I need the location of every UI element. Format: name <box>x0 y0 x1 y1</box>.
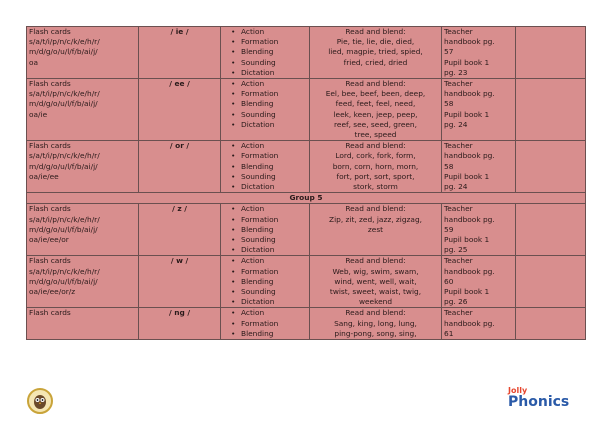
group-heading: Group 5 <box>27 193 586 204</box>
reference-line: Teacher <box>444 79 473 89</box>
reference-line: Teacher <box>444 141 473 151</box>
activities-cell <box>221 27 310 79</box>
read-and-blend-title: Read and blend: <box>345 256 406 266</box>
sound-cell: / ng / <box>139 308 221 340</box>
blend-words-line: lied, magpie, tried, spied, <box>328 47 423 57</box>
blend-words-line: Zip, zit, zed, jazz, zigzag, <box>329 214 422 224</box>
flash-cards-line: oa/ie/ee/or <box>29 235 69 245</box>
flash-cards-line: Flash cards <box>29 204 71 214</box>
activities-cell <box>221 256 310 308</box>
blend-words-line: Lord, cork, fork, form, <box>335 151 416 161</box>
read-and-blend-cell <box>310 141 442 193</box>
reference-line: Pupil book 1 <box>444 171 490 181</box>
notes-cell <box>516 141 586 193</box>
activity-item: • Dictation <box>231 245 307 255</box>
reference-line: Teacher <box>444 27 473 36</box>
activity-item: • Sounding <box>231 287 307 297</box>
reference-line: 57 <box>444 47 454 57</box>
read-and-blend-cell <box>310 204 442 256</box>
activities-cell <box>221 79 310 141</box>
reference-line: handbook pg. <box>444 151 495 161</box>
activities-cell <box>221 308 310 340</box>
activity-item: • Blending <box>231 225 307 235</box>
flash-cards-cell <box>27 204 139 256</box>
activity-item: • Formation <box>231 215 307 225</box>
activity-item: • Formation <box>231 267 307 277</box>
flash-cards-line: Flash cards <box>29 308 71 318</box>
blend-words-line: zest <box>367 224 384 234</box>
blend-words-line: twist, sweet, waist, twig, <box>329 287 422 297</box>
reference-line: 58 <box>444 161 454 171</box>
sound-cell: / or / <box>139 141 221 193</box>
reference-line: handbook pg. <box>444 318 495 328</box>
reference-line: Pupil book 1 <box>444 109 490 119</box>
lesson-row <box>27 256 586 308</box>
notes-cell <box>516 308 586 340</box>
flash-cards-line: Flash cards <box>29 79 71 89</box>
activity-item: • Blending <box>231 162 307 172</box>
flash-cards-line: s/a/t/i/p/n/c/k/e/h/r/ <box>29 151 100 161</box>
reference-line: 59 <box>444 224 454 234</box>
reference-line: Teacher <box>444 256 473 266</box>
owl-badge-icon <box>27 388 53 414</box>
sound-cell: / ee / <box>139 79 221 141</box>
flash-cards-line: s/a/t/i/p/n/c/k/e/h/r/ <box>29 37 100 47</box>
lesson-row <box>27 79 586 141</box>
reference-line: pg. 24 <box>444 119 468 129</box>
flash-cards-cell <box>27 27 139 79</box>
lesson-plan-table <box>26 26 586 340</box>
activity-item: • Dictation <box>231 297 307 307</box>
reference-line: Pupil book 1 <box>444 287 490 297</box>
activity-item: • Action <box>231 141 307 151</box>
lesson-row <box>27 204 586 256</box>
activity-item: • Sounding <box>231 110 307 120</box>
blend-words-line: ping-pong, song, sing, <box>334 328 417 338</box>
blend-words-line: fried, cried, dried <box>343 57 408 67</box>
notes-cell <box>516 204 586 256</box>
activity-item: • Dictation <box>231 68 307 78</box>
reference-line: Teacher <box>444 204 473 214</box>
reference-line: Pupil book 1 <box>444 235 490 245</box>
blend-words-line: fort, port, sort, sport, <box>336 171 415 181</box>
read-and-blend-title: Read and blend: <box>345 79 406 89</box>
read-and-blend-title: Read and blend: <box>345 204 406 214</box>
flash-cards-line: m/d/g/o/u/l/f/b/ai/j/ <box>29 224 98 234</box>
lesson-row <box>27 141 586 193</box>
lesson-row <box>27 308 586 340</box>
jolly-phonics-logo <box>508 386 578 412</box>
activities-cell <box>221 141 310 193</box>
read-and-blend-title: Read and blend: <box>345 308 406 318</box>
logo-jolly-text: Jolly <box>508 386 528 395</box>
read-and-blend-cell <box>310 27 442 79</box>
flash-cards-line: m/d/g/o/u/l/f/b/ai/j/ <box>29 99 98 109</box>
blend-words-line: stork, storm <box>353 182 398 192</box>
activity-item: • Formation <box>231 151 307 161</box>
reference-line: Teacher <box>444 308 473 318</box>
notes-cell <box>516 256 586 308</box>
reference-line: Pupil book 1 <box>444 57 490 67</box>
sound-cell: / w / <box>139 256 221 308</box>
reference-line: 60 <box>444 276 454 286</box>
flash-cards-line: s/a/t/i/p/n/c/k/e/h/r/ <box>29 266 100 276</box>
activity-item: • Sounding <box>231 235 307 245</box>
blend-words-line: Eel, bee, beef, been, deep, <box>325 89 426 99</box>
activity-item: • Sounding <box>231 172 307 182</box>
flash-cards-line: oa/ie <box>29 109 48 119</box>
flash-cards-line: Flash cards <box>29 256 71 266</box>
read-and-blend-title: Read and blend: <box>345 27 406 36</box>
references-cell <box>442 256 516 308</box>
activity-item: • Dictation <box>231 182 307 192</box>
reference-line: 58 <box>444 99 454 109</box>
blend-words-line: reef, see, seed, green, <box>334 119 417 129</box>
read-and-blend-cell <box>310 308 442 340</box>
flash-cards-line: s/a/t/i/p/n/c/k/e/h/r/ <box>29 214 100 224</box>
sound-cell: / z / <box>139 204 221 256</box>
read-and-blend-title: Read and blend: <box>345 141 406 151</box>
lesson-row <box>27 27 586 79</box>
flash-cards-cell <box>27 141 139 193</box>
references-cell <box>442 308 516 340</box>
reference-line: handbook pg. <box>444 214 495 224</box>
references-cell <box>442 27 516 79</box>
reference-line: handbook pg. <box>444 89 495 99</box>
flash-cards-line: m/d/g/o/u/l/f/b/ai/j/ <box>29 161 98 171</box>
logo-phonics-text: Phonics <box>508 394 570 410</box>
blend-words-line: leek, keen, jeep, peep, <box>333 109 418 119</box>
sound-cell: / ie / <box>139 27 221 79</box>
reference-line: pg. 24 <box>444 182 468 192</box>
blend-words-line: Pie, tie, lie, die, died, <box>336 37 415 47</box>
reference-line: pg. 26 <box>444 297 468 307</box>
activity-item: • Dictation <box>231 120 307 130</box>
reference-line: pg. 25 <box>444 245 468 255</box>
reference-line: handbook pg. <box>444 37 495 47</box>
activity-item: • Sounding <box>231 58 307 68</box>
reference-line: 61 <box>444 328 454 338</box>
activity-item: • Blending <box>231 99 307 109</box>
activity-item: • Blending <box>231 47 307 57</box>
activities-list <box>223 204 307 255</box>
activity-item: • Action <box>231 308 307 318</box>
read-and-blend-cell <box>310 256 442 308</box>
references-cell <box>442 204 516 256</box>
activity-item: • Formation <box>231 319 307 329</box>
activity-item: • Action <box>231 204 307 214</box>
flash-cards-line: m/d/g/o/u/l/f/b/ai/j/ <box>29 276 98 286</box>
flash-cards-line: Flash cards <box>29 27 71 36</box>
flash-cards-line: oa/ie/ee/or/z <box>29 287 76 297</box>
notes-cell <box>516 27 586 79</box>
flash-cards-cell <box>27 308 139 340</box>
blend-words-line: weekend <box>358 297 393 307</box>
activities-cell <box>221 204 310 256</box>
flash-cards-line: oa/ie/ee <box>29 171 59 181</box>
references-cell <box>442 141 516 193</box>
activities-list <box>223 308 307 339</box>
references-cell <box>442 79 516 141</box>
flash-cards-cell <box>27 256 139 308</box>
flash-cards-cell <box>27 79 139 141</box>
activities-list <box>223 27 307 78</box>
notes-cell <box>516 79 586 141</box>
activities-list <box>223 256 307 307</box>
blend-words-line: tree, speed <box>354 130 397 140</box>
activity-item: • Formation <box>231 37 307 47</box>
flash-cards-line: oa <box>29 57 39 67</box>
group-row <box>27 193 586 204</box>
activities-list <box>223 79 307 130</box>
activity-item: • Action <box>231 27 307 37</box>
flash-cards-line: m/d/g/o/u/l/f/b/ai/j/ <box>29 47 98 57</box>
blend-words-line: wind, went, well, wait, <box>334 276 417 286</box>
blend-words-line: Web, wig, swim, swam, <box>332 266 419 276</box>
activity-item: • Blending <box>231 277 307 287</box>
reference-line: pg. 23 <box>444 67 468 77</box>
flash-cards-line: s/a/t/i/p/n/c/k/e/h/r/ <box>29 89 100 99</box>
activity-item: • Formation <box>231 89 307 99</box>
activity-item: • Blending <box>231 329 307 339</box>
blend-words-line: born, corn, horn, morn, <box>332 161 419 171</box>
blend-words-line: feed, feet, feel, need, <box>335 99 416 109</box>
flash-cards-line: Flash cards <box>29 141 71 151</box>
activity-item: • Action <box>231 256 307 266</box>
activities-list <box>223 141 307 192</box>
read-and-blend-cell <box>310 79 442 141</box>
activity-item: • Action <box>231 79 307 89</box>
blend-words-line: Sang, king, long, lung, <box>334 318 417 328</box>
reference-line: handbook pg. <box>444 266 495 276</box>
